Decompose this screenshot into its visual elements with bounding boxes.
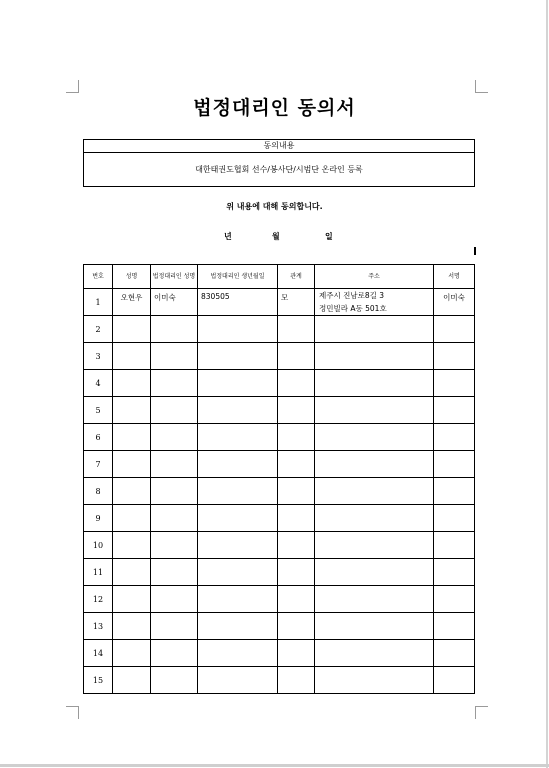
- row-relation[interactable]: [278, 559, 315, 586]
- crop-mark-top-right: [475, 80, 488, 93]
- row-name[interactable]: [113, 424, 151, 451]
- agreement-statement: 위 내용에 대해 동의합니다.: [226, 202, 323, 211]
- row-guardian-name[interactable]: [151, 667, 198, 694]
- row-number[interactable]: 6: [84, 424, 113, 451]
- guardian-table: [83, 264, 475, 694]
- row-number[interactable]: 12: [84, 586, 113, 613]
- row-relation[interactable]: [278, 532, 315, 559]
- header-number: 번호: [84, 265, 113, 289]
- header-signature: 서명: [434, 265, 475, 289]
- consent-content-header: 동의내용: [84, 140, 474, 153]
- row-number[interactable]: 14: [84, 640, 113, 667]
- header-address: 주소: [315, 265, 434, 289]
- row-address[interactable]: [315, 640, 434, 667]
- row-relation[interactable]: [278, 586, 315, 613]
- header-name: 성명: [113, 265, 151, 289]
- row-guardian-name[interactable]: [151, 370, 198, 397]
- row-guardian-birthdate[interactable]: [198, 505, 278, 532]
- row-name[interactable]: [113, 316, 151, 343]
- row-number[interactable]: 2: [84, 316, 113, 343]
- row-guardian-name[interactable]: [151, 613, 198, 640]
- row-name[interactable]: 오현우: [113, 289, 151, 316]
- row-address[interactable]: [315, 424, 434, 451]
- row-relation[interactable]: [278, 505, 315, 532]
- row-relation[interactable]: [278, 370, 315, 397]
- row-signature[interactable]: [434, 424, 475, 451]
- row-relation[interactable]: [278, 478, 315, 505]
- consent-content-box: [83, 139, 475, 187]
- row-address[interactable]: [315, 559, 434, 586]
- row-guardian-name[interactable]: [151, 559, 198, 586]
- row-signature[interactable]: [434, 613, 475, 640]
- text-cursor: [474, 247, 476, 255]
- row-guardian-name[interactable]: [151, 424, 198, 451]
- header-guardian-birthdate: 법정대리인 생년월일: [198, 265, 278, 289]
- table-row: [84, 667, 475, 694]
- row-address[interactable]: [315, 289, 434, 316]
- row-guardian-birthdate[interactable]: [198, 451, 278, 478]
- row-guardian-birthdate[interactable]: [198, 370, 278, 397]
- crop-mark-bottom-right: [475, 706, 488, 719]
- table-header-row: [84, 265, 475, 289]
- row-relation[interactable]: [278, 343, 315, 370]
- row-signature[interactable]: [434, 397, 475, 424]
- row-guardian-birthdate[interactable]: [198, 640, 278, 667]
- row-guardian-name[interactable]: [151, 478, 198, 505]
- row-guardian-birthdate[interactable]: [198, 343, 278, 370]
- row-signature[interactable]: [434, 532, 475, 559]
- table-row: [84, 397, 475, 424]
- page-edge-bottom: [0, 764, 549, 767]
- row-signature[interactable]: [434, 343, 475, 370]
- table-row: [84, 505, 475, 532]
- header-relation: 관계: [278, 265, 315, 289]
- document-title: 법정대리인 동의서: [193, 97, 356, 119]
- row-signature[interactable]: [434, 586, 475, 613]
- table-row: [84, 370, 475, 397]
- row-number[interactable]: 13: [84, 613, 113, 640]
- row-guardian-name[interactable]: [151, 586, 198, 613]
- row-name[interactable]: [113, 343, 151, 370]
- row-name[interactable]: [113, 478, 151, 505]
- row-name[interactable]: [113, 586, 151, 613]
- row-signature[interactable]: [434, 316, 475, 343]
- row-signature[interactable]: [434, 667, 475, 694]
- row-address[interactable]: [315, 505, 434, 532]
- row-name[interactable]: [113, 667, 151, 694]
- row-signature[interactable]: [434, 451, 475, 478]
- row-number[interactable]: 3: [84, 343, 113, 370]
- row-address[interactable]: [315, 343, 434, 370]
- date-day-label: 일: [325, 232, 333, 241]
- row-relation[interactable]: [278, 316, 315, 343]
- row-guardian-birthdate[interactable]: [198, 586, 278, 613]
- row-signature[interactable]: [434, 370, 475, 397]
- row-guardian-name[interactable]: 이미숙: [151, 289, 198, 316]
- table-row: [84, 451, 475, 478]
- row-address[interactable]: [315, 532, 434, 559]
- row-guardian-name[interactable]: [151, 397, 198, 424]
- table-row: [84, 613, 475, 640]
- row-signature[interactable]: [434, 478, 475, 505]
- row-guardian-name[interactable]: [151, 451, 198, 478]
- row-address-line-2: 정민빌라 A동 501호: [319, 304, 387, 313]
- row-signature[interactable]: [434, 505, 475, 532]
- table-row: [84, 586, 475, 613]
- row-relation[interactable]: [278, 667, 315, 694]
- row-number[interactable]: 1: [84, 289, 113, 316]
- row-signature[interactable]: [434, 559, 475, 586]
- consent-content-text: 대한태권도협회 선수/봉사단/시범단 온라인 등록: [195, 165, 363, 174]
- row-number[interactable]: 5: [84, 397, 113, 424]
- row-address-line-1: 제주시 진남로8길 3: [319, 291, 385, 300]
- row-guardian-birthdate[interactable]: [198, 613, 278, 640]
- table-row: [84, 289, 475, 316]
- row-address[interactable]: [315, 667, 434, 694]
- row-guardian-birthdate[interactable]: [198, 316, 278, 343]
- row-relation[interactable]: [278, 451, 315, 478]
- row-number[interactable]: 8: [84, 478, 113, 505]
- row-relation[interactable]: 모: [278, 289, 315, 316]
- date-year-label: 년: [224, 232, 232, 241]
- row-guardian-name[interactable]: [151, 316, 198, 343]
- row-address[interactable]: [315, 613, 434, 640]
- row-name[interactable]: [113, 532, 151, 559]
- row-name[interactable]: [113, 559, 151, 586]
- crop-mark-bottom-left: [66, 706, 79, 719]
- row-guardian-name[interactable]: [151, 505, 198, 532]
- table-row: [84, 478, 475, 505]
- row-guardian-name[interactable]: [151, 343, 198, 370]
- table-row: [84, 640, 475, 667]
- row-address[interactable]: [315, 397, 434, 424]
- crop-mark-top-left: [66, 80, 79, 93]
- row-name[interactable]: [113, 397, 151, 424]
- row-guardian-name[interactable]: [151, 640, 198, 667]
- table-row: [84, 343, 475, 370]
- row-address[interactable]: [315, 586, 434, 613]
- row-number[interactable]: 9: [84, 505, 113, 532]
- date-month-label: 월: [272, 232, 280, 241]
- row-name[interactable]: [113, 370, 151, 397]
- row-number[interactable]: 10: [84, 532, 113, 559]
- row-guardian-birthdate[interactable]: [198, 424, 278, 451]
- row-guardian-name[interactable]: [151, 532, 198, 559]
- row-number[interactable]: 11: [84, 559, 113, 586]
- row-guardian-birthdate[interactable]: [198, 532, 278, 559]
- row-relation[interactable]: [278, 397, 315, 424]
- row-relation[interactable]: [278, 640, 315, 667]
- row-guardian-birthdate[interactable]: [198, 559, 278, 586]
- row-name[interactable]: [113, 640, 151, 667]
- header-guardian-name: 법정대리인 성명: [151, 265, 198, 289]
- row-signature[interactable]: [434, 640, 475, 667]
- row-relation[interactable]: [278, 613, 315, 640]
- row-address[interactable]: [315, 451, 434, 478]
- table-row: [84, 316, 475, 343]
- row-name[interactable]: [113, 613, 151, 640]
- table-row: [84, 532, 475, 559]
- row-number[interactable]: 15: [84, 667, 113, 694]
- row-address[interactable]: [315, 478, 434, 505]
- row-guardian-birthdate[interactable]: 830505: [198, 289, 278, 316]
- row-number[interactable]: 4: [84, 370, 113, 397]
- row-guardian-birthdate[interactable]: [198, 478, 278, 505]
- row-number[interactable]: 7: [84, 451, 113, 478]
- row-relation[interactable]: [278, 424, 315, 451]
- row-guardian-birthdate[interactable]: [198, 397, 278, 424]
- row-name[interactable]: [113, 451, 151, 478]
- row-signature[interactable]: 이미숙: [434, 289, 475, 316]
- table-row: [84, 424, 475, 451]
- row-address[interactable]: [315, 370, 434, 397]
- table-row: [84, 559, 475, 586]
- row-name[interactable]: [113, 505, 151, 532]
- row-guardian-birthdate[interactable]: [198, 667, 278, 694]
- row-address[interactable]: [315, 316, 434, 343]
